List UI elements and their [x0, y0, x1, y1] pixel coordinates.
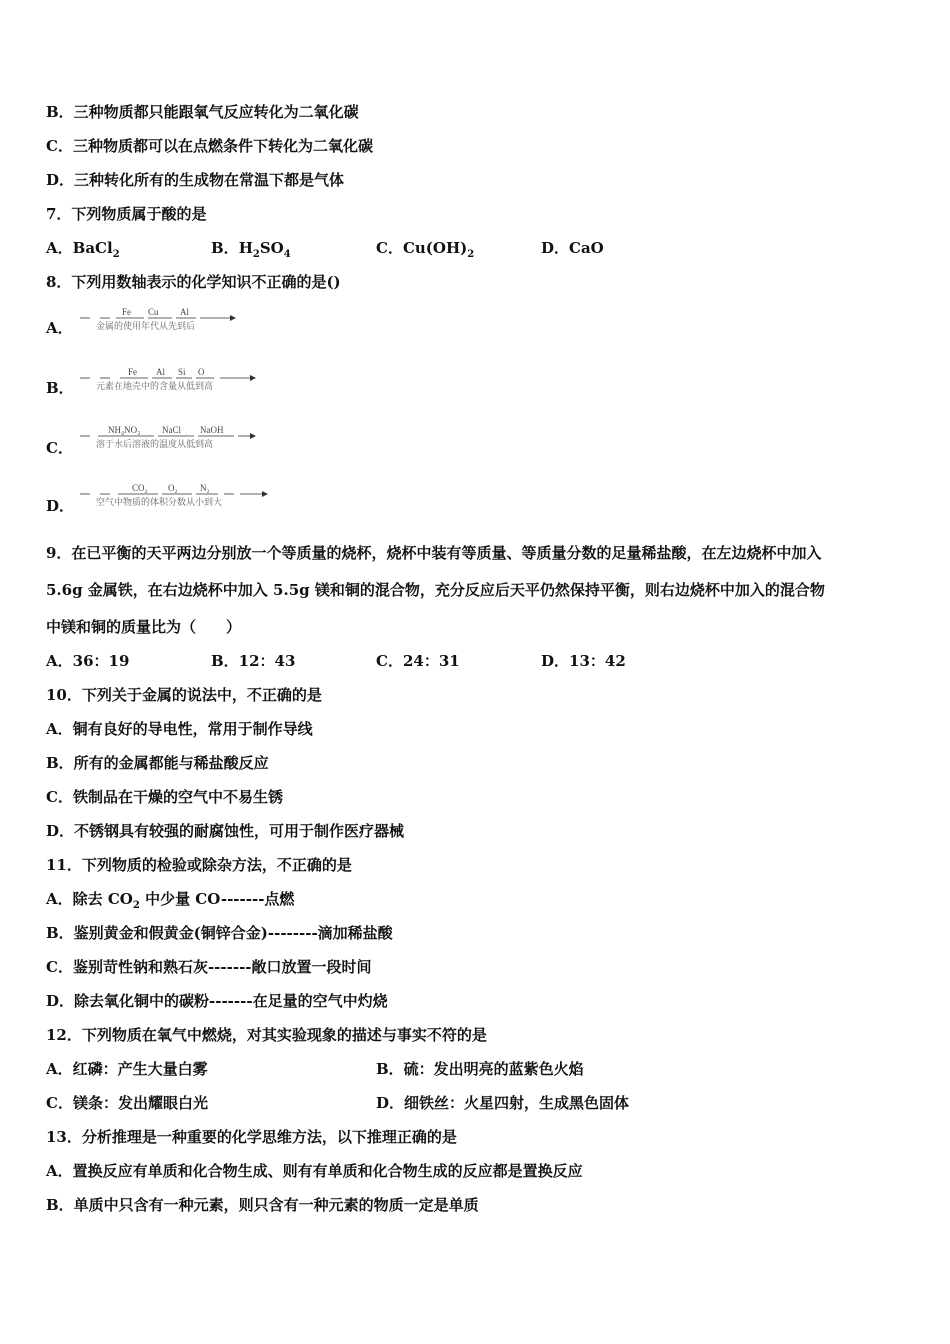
- q12-option-c: C．镁条：发出耀眼白光: [46, 1094, 208, 1112]
- q10-stem: 10．下列关于金属的说法中，不正确的是: [46, 686, 322, 704]
- q9-stem-line-1: 9．在已平衡的天平两边分别放一个等质量的烧杯，烧杯中装有等质量、等质量分数的足量稀盐酸，在左边烧杯中加入: [46, 544, 822, 562]
- q11-option-c: C．鉴别苛性钠和熟石灰-------敞口放置一段时间: [46, 958, 372, 976]
- axis-a-item-2: Cu: [148, 307, 159, 317]
- q10-option-b: B．所有的金属都能与稀盐酸反应: [46, 754, 269, 772]
- axis-c-item-2: NaCl: [162, 425, 181, 435]
- axis-c-item-1: NH₄NO₃: [108, 425, 141, 435]
- axis-a-item-3: Al: [180, 307, 189, 317]
- q9-stem-line-3: 中镁和铜的质量比为（ ）: [46, 618, 242, 636]
- q10-option-d: D．不锈钢具有较强的耐腐蚀性，可用于制作医疗器械: [46, 822, 405, 840]
- q12-option-a: A．红磷：产生大量白雾: [46, 1060, 208, 1078]
- q7-option-c: C．$Cu(OH)_2$: [376, 239, 475, 260]
- q6-option-b: B．三种物质都只能跟氧气反应转化为二氧化碳: [46, 103, 359, 121]
- q11-option-a: A．除去 $CO_2$ 中少量 CO-------点燃: [46, 890, 295, 911]
- q12-stem: 12．下列物质在氧气中燃烧，对其实验现象的描述与事实不符的是: [46, 1026, 487, 1044]
- q13-option-b: B．单质中只含有一种元素，则只含有一种元素的物质一定是单质: [46, 1196, 479, 1214]
- q11-stem: 11．下列物质的检验或除杂方法，不正确的是: [46, 856, 352, 874]
- axis-b-caption: 元素在地壳中的含量从低到高: [96, 381, 214, 391]
- q6-option-c: C．三种物质都可以在点燃条件下转化为二氧化碳: [46, 137, 373, 155]
- q7-option-a: A．BaCl$_2$: [46, 239, 120, 260]
- q8-option-a-label: A．: [46, 319, 73, 337]
- q8-option-d-label: D．: [46, 497, 75, 515]
- q9-stem-line-2: 5.6g 金属铁，在右边烧杯中加入 5.5g 镁和铜的混合物，充分反应后天平仍然保持平衡，则右边烧杯中加入的混合物: [46, 581, 825, 599]
- axis-b-item-4: O: [198, 367, 205, 377]
- axis-d-item-3: N₂: [200, 483, 210, 493]
- q8-stem: 8．下列用数轴表示的化学知识不正确的是(): [46, 273, 341, 291]
- q10-option-c: C．铁制品在干燥的空气中不易生锈: [46, 788, 283, 806]
- q7-option-b: B．$H_2SO_4$: [211, 239, 291, 260]
- q9-option-a: A．36：19: [46, 652, 130, 670]
- q13-stem: 13．分析推理是一种重要的化学思维方法，以下推理正确的是: [46, 1128, 457, 1146]
- axis-b-item-3: Si: [178, 367, 186, 377]
- q8-axis-b: [80, 364, 270, 398]
- q9-option-c: C．24：31: [376, 652, 460, 670]
- axis-a-item-1: Fe: [122, 307, 131, 317]
- q10-option-a: A．铜有良好的导电性，常用于制作导线: [46, 720, 313, 738]
- q8-axis-d: [80, 480, 280, 514]
- q11-option-b: B．鉴别黄金和假黄金(铜锌合金)--------滴加稀盐酸: [46, 924, 393, 942]
- q11-option-d: D．除去氧化铜中的碳粉-------在足量的空气中灼烧: [46, 992, 388, 1010]
- q12-option-b: B．硫：发出明亮的蓝紫色火焰: [376, 1060, 584, 1078]
- axis-d-item-1: CO₂: [132, 483, 148, 493]
- q6-option-d: D．三种转化所有的生成物在常温下都是气体: [46, 171, 345, 189]
- q7-option-d: D．CaO: [541, 239, 604, 257]
- q8-option-c-label: C．: [46, 439, 73, 457]
- q8-axis-c: [80, 422, 270, 456]
- q9-option-d: D．13：42: [541, 652, 626, 670]
- axis-a-caption: 金属的使用年代从先到后: [96, 321, 196, 331]
- q9-option-b: B．12：43: [211, 652, 296, 670]
- q13-option-a: A．置换反应有单质和化合物生成、则有有单质和化合物生成的反应都是置换反应: [46, 1162, 583, 1180]
- axis-c-item-3: NaOH: [200, 425, 224, 435]
- axis-b-item-2: Al: [156, 367, 165, 377]
- q8-axis-a: [80, 304, 250, 338]
- q12-option-d: D．细铁丝：火星四射，生成黑色固体: [376, 1094, 630, 1112]
- axis-d-caption: 空气中物质的体积分数从小到大: [96, 497, 223, 507]
- axis-b-item-1: Fe: [128, 367, 137, 377]
- axis-c-caption: 溶于水后溶液的温度从低到高: [96, 439, 214, 449]
- q8-option-b-label: B．: [46, 379, 74, 397]
- q7-stem: 7．下列物质属于酸的是: [46, 205, 207, 223]
- axis-d-item-2: O₂: [168, 483, 178, 493]
